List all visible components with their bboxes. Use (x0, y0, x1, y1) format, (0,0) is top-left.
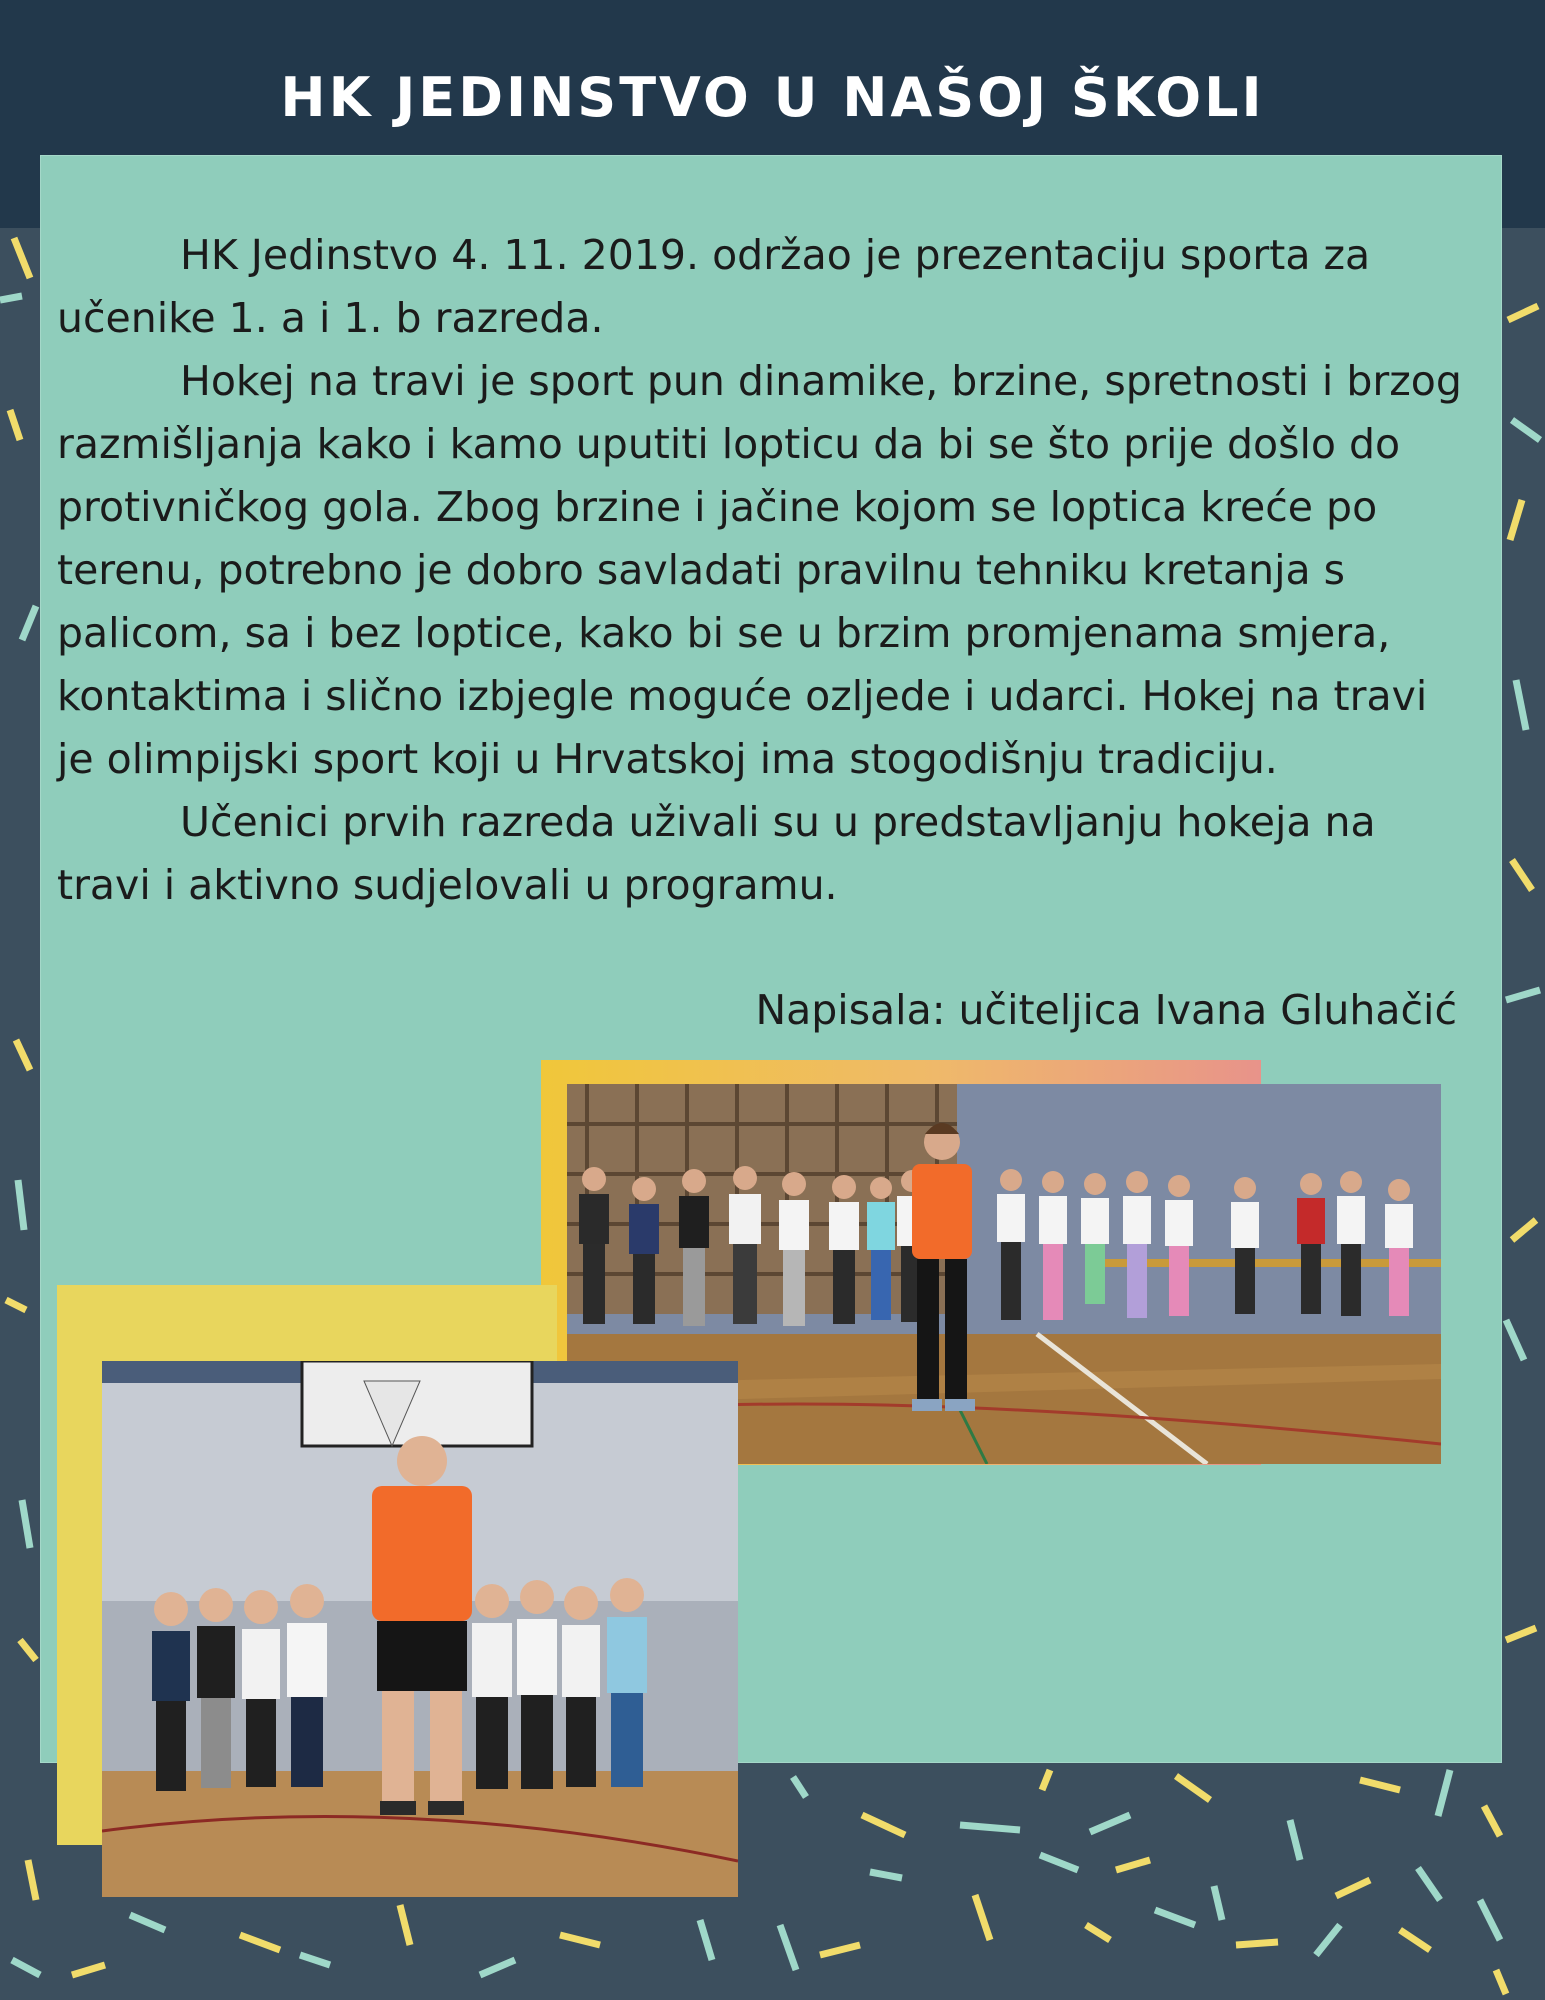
photo-coach-with-group (102, 1361, 738, 1897)
article-body (57, 224, 1467, 917)
article-paragraph: Hokej na travi je sport pun dinamike, brzine, spretnosti i brzog razmišljanja kako i kamo uputiti lopticu da bi se što prije došlo do protivničkog gola. Zbog brzine i jačine kojom se loptica kreće po terenu, potrebno je dobro savladati pravilnu tehniku kretanja s palicom, sa i bez loptice, kako bi se u brzim promjenama smjera, kontaktima i slično izbjegle moguće ozljede i udarci. Hokej na travi je olimpijski sport koji u Hrvatskoj ima stogodišnju tradiciju. (57, 357, 1462, 783)
page-title: HK JEDINSTVO U NAŠOJ ŠKOLI (280, 66, 1265, 129)
author-signature: Napisala: učiteljica Ivana Gluhačić (755, 986, 1457, 1034)
article-paragraph: Učenici prvih razreda uživali su u predstavljanju hokeja na travi i aktivno sudjelovali u programu. (57, 798, 1376, 909)
article-paragraph: HK Jedinstvo 4. 11. 2019. održao je prezentaciju sporta za učenike 1. a i 1. b razreda. (57, 231, 1371, 342)
